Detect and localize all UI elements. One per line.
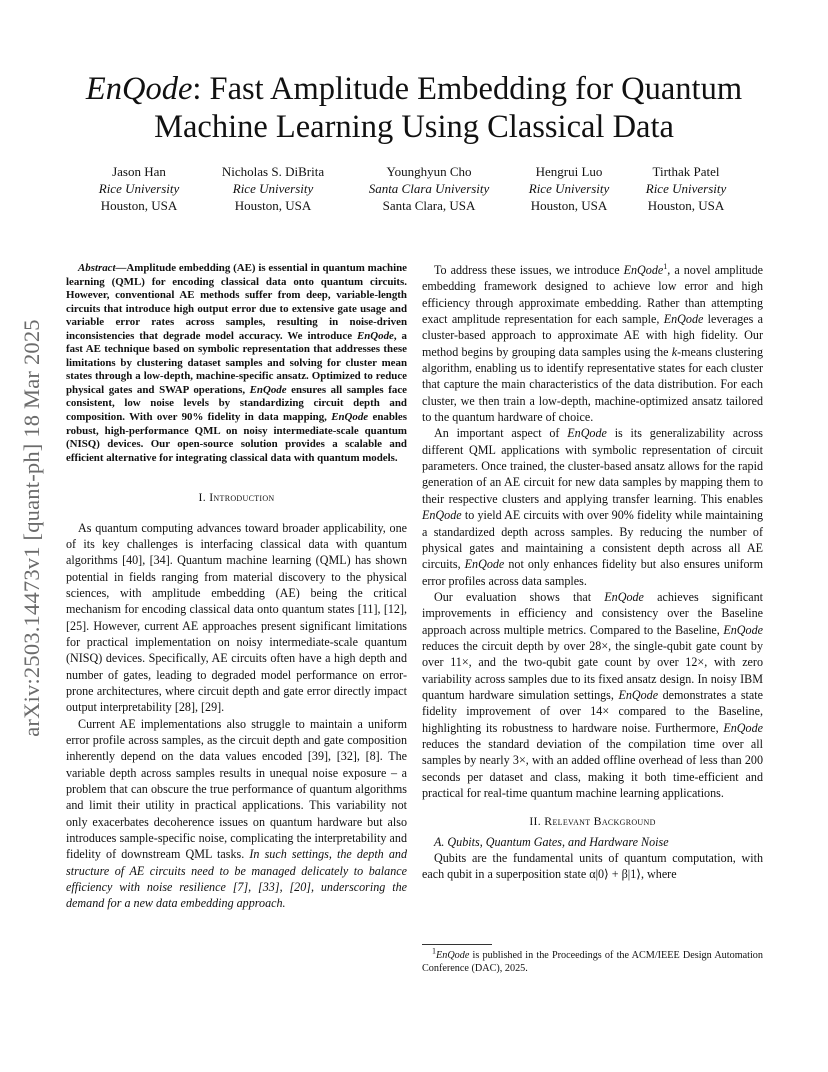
arxiv-identifier: arXiv:2503.14473v1 [quant-ph] 18 Mar 2025	[19, 319, 44, 737]
section-number: I.	[198, 490, 210, 505]
enqode-term: EnQode	[723, 622, 763, 637]
enqode-term: EnQode	[663, 312, 704, 327]
author-affiliation: Rice University	[528, 181, 610, 196]
abstract-label: Abstract	[78, 262, 116, 274]
paragraph-text: -means clustering algorithm, enabling us to identify representative states for each cluster that capture the main characteristics of the data distribution. For each cluster, we then train a low-depth, machine-optimized ansatz tailored to the quantum hardware of choice.	[422, 344, 763, 425]
intro-paragraph-5	[422, 589, 763, 801]
paragraph-text: An important aspect of	[434, 426, 568, 441]
paragraph-emphasis: In such settings, the depth and structure of AE circuits need to be managed delicately to balance efficiency with noise resilience [7], [33], [20], underscoring the demand for a new data embedding approach.	[66, 847, 407, 911]
author-location: Houston, USA	[530, 198, 608, 213]
author-2	[222, 163, 324, 214]
author-affiliation: Rice University	[645, 181, 727, 196]
paragraph-text: not only enhances fidelity but also ensures uniform error profiles across data samples.	[422, 557, 763, 588]
abstract-enqode: EnQode	[331, 411, 369, 424]
author-name: Nicholas S. DiBrita	[221, 164, 325, 179]
title-line1-rest: : Fast Amplitude Embedding for Quantum	[192, 71, 743, 107]
section-title: Relevant Background	[544, 814, 656, 829]
footnote-text: is published in the Proceedings of the ACM/IEEE Design Automation Conference (DAC), 2025.	[422, 950, 763, 974]
author-block	[0, 163, 828, 223]
background-paragraph-1: Qubits are the fundamental units of quantum computation, with each qubit in a superposition state α|0⟩ + β|1⟩, where	[422, 851, 763, 882]
author-affiliation: Rice University	[232, 181, 314, 196]
paper-title	[60, 70, 768, 146]
author-location: Houston, USA	[234, 198, 312, 213]
paragraph-text: , a novel amplitude embedding framework designed to achieve low error and high efficiency through approximate embedding. Rather than attempting exact amplitude representation for each sample,	[422, 263, 763, 327]
paragraph-text: reduces the standard deviation of the compilation time over all samples by nearly 3×, with an added offline overhead of less than 200 seconds per dataset and class, making it both time-efficient and practical for real-time quantum machine learning applications.	[422, 736, 763, 800]
author-affiliation: Rice University	[98, 181, 180, 196]
intro-paragraph-2	[66, 716, 407, 912]
author-location: Houston, USA	[100, 198, 178, 213]
paragraph-text: To address these issues, we introduce	[434, 263, 624, 277]
paragraph-text: leverages a cluster-based approach to approximate AE with high fidelity. Our method begins by grouping data samples using the	[422, 312, 764, 359]
section-number: II.	[529, 814, 545, 829]
enqode-term: EnQode	[723, 720, 763, 735]
paragraph-text: achieves significant improvements in efficiency and consistency over the Baseline approach across multiple metrics. Compared to the Baseline,	[422, 589, 763, 637]
footnote-enqode: EnQode	[436, 950, 470, 961]
abstract-enqode: EnQode	[249, 383, 287, 396]
author-name: Jason Han	[112, 164, 166, 179]
math-k: k	[671, 344, 678, 359]
author-location: Houston, USA	[647, 198, 725, 213]
paragraph-text: reduces the circuit depth by over 28×, the single-qubit gate count by over 11×, and the two-qubit gate count by over 12×, with zero variability across samples due to its fixed ansatz design. In noisy IBM quantum hardware simulation settings,	[422, 638, 763, 702]
footnote-marker: 1	[663, 261, 668, 271]
footnote-number: 1	[432, 946, 436, 956]
author-4	[529, 163, 610, 214]
abstract-text: enables robust, high-performance QML on noisy intermediate-scale quantum (NISQ) devices. Our open-source solution provides a scalable and efficient alternative for integrating classical data with quantum models.	[66, 411, 407, 464]
intro-paragraph-3	[422, 262, 763, 425]
enqode-term: EnQode	[618, 687, 659, 702]
paragraph-text: Our evaluation shows that	[434, 589, 605, 604]
paragraph-text: Current AE implementations also struggle to maintain a uniform error profile across samples, as the circuit depth and gate composition inherently depend on the data values encoded [39], [32], [8]. The variable depth across samples results in unequal noise exposure – a problem that can obscure the true performance of quantum algorithms and limit their utility in practical applications. This variability not only exacerbates decoherence issues on quantum hardware but also introduces sample-specific noise, complicating the interpretability and fidelity of downstream QML tasks.	[66, 716, 407, 862]
paragraph-text: to yield AE circuits with over 90% fidelity while maintaining a standardized depth across samples. By reducing the number of physical gates and maintaining a consistent depth across all AE circuits,	[422, 508, 763, 572]
section-title: Introduction	[209, 490, 275, 505]
footnote-rule	[422, 944, 492, 945]
author-3	[369, 163, 490, 214]
author-name: Tirthak Patel	[652, 164, 720, 179]
paragraph-text: is its generalizability across different QML applications with symbolic representation of circuit parameters. Once trained, the cluster-based ansatz allows for the rapid generation of an AE circuit for new data samples by mapping them to their respective clusters and applying transfer learning. This enables	[422, 426, 763, 506]
enqode-term: EnQode	[422, 508, 462, 523]
author-affiliation: Santa Clara University	[368, 181, 490, 196]
footnote	[422, 944, 763, 975]
abstract-text: , a fast AE technique based on symbolic representation that addresses these limitations by clustering dataset samples and solving for cluster mean states through a low-depth, machine-specific ansatz. Optimized to reduce physical gates and SWAP operations,	[66, 329, 407, 396]
intro-paragraph-4	[422, 425, 763, 588]
section-heading-introduction	[66, 489, 407, 505]
arxiv-sidebar-stamp	[12, 268, 52, 788]
abstract-text: Amplitude embedding (AE) is essential in quantum machine learning (QML) for encoding classical data onto quantum circuits. However, conventional AE methods suffer from deep, variable-length circuits that introduce high output error due to extensive gate usage and variable error rates across samples, resulting in noise-driven inconsistencies that degrade model accuracy. We introduce	[66, 262, 407, 342]
title-line2: Machine Learning Using Classical Data	[154, 109, 674, 145]
author-name: Hengrui Luo	[535, 164, 603, 179]
abstract-text: ensures all samples face consistent, low noise levels by standardizing circuit depth and composition. With over 90% fidelity in data mapping,	[66, 383, 408, 424]
abstract-dash: —	[115, 262, 127, 274]
right-column	[422, 262, 763, 883]
enqode-term: EnQode	[604, 589, 644, 604]
enqode-term: EnQode	[464, 557, 505, 572]
author-name: Younghyun Cho	[386, 164, 472, 179]
title-italic-part: EnQode	[85, 71, 193, 107]
abstract-enqode: EnQode	[356, 329, 394, 342]
enqode-term: EnQode	[623, 263, 664, 277]
abstract	[66, 262, 407, 465]
left-column	[66, 262, 407, 912]
author-1	[99, 163, 180, 214]
section-heading-background	[422, 813, 763, 829]
author-location: Santa Clara, USA	[382, 198, 476, 213]
subsection-heading: A. Qubits, Quantum Gates, and Hardware Noise	[434, 834, 669, 849]
intro-paragraph-1: As quantum computing advances toward broader applicability, one of its key challenges is interfacing classical data with quantum algorithms [40], [34]. Quantum machine learning (QML) has shown potential in fields ranging from material discovery to the physical sciences, with amplitude embedding (AE) being the critical mechanism for encoding classical data onto quantum states [11], [12], [25]. However, current AE approaches present significant limitations for practical implementation on noisy intermediate-scale quantum (NISQ) devices. Specifically, AE circuits often have a high depth and number of gates, leading to degraded model performance on error-prone architectures, where circuit depth and gate error directly impact output interpretability [28], [29].	[66, 520, 407, 715]
paragraph-text: demonstrates a state fidelity improvement of over 14× compared to the Baseline, highlighting its robustness to hardware noise. Furthermore,	[422, 687, 763, 735]
author-5	[646, 163, 727, 214]
enqode-term: EnQode	[567, 426, 607, 441]
